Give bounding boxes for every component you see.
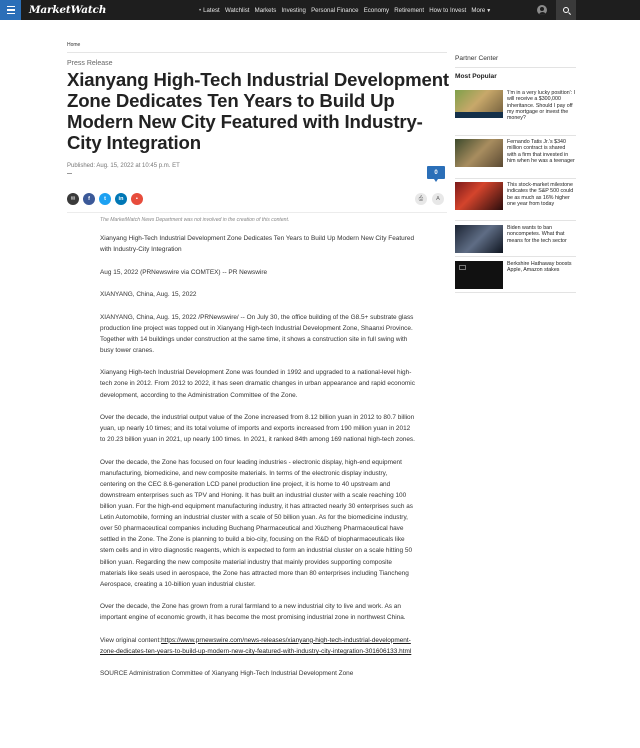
- divider: [67, 173, 72, 174]
- partner-center-heading[interactable]: Partner Center: [455, 55, 499, 62]
- divider: [67, 52, 447, 53]
- popular-item-title[interactable]: Berkshire Hathaway boosts Apple, Amazon stakes: [507, 261, 572, 274]
- divider: [455, 292, 576, 293]
- nav-more-menu[interactable]: [471, 7, 491, 14]
- published-timestamp: Published: Aug. 15, 2022 at 10:45 p.m. ET: [67, 163, 180, 169]
- most-popular-heading: Most Popular: [455, 73, 497, 80]
- popular-item-thumbnail: [455, 261, 503, 289]
- divider: [67, 212, 447, 213]
- share-bar: [67, 193, 143, 205]
- font-size-icon[interactable]: A: [432, 193, 444, 205]
- article-paragraph: XIANYANG, China, Aug. 15, 2022: [100, 291, 197, 299]
- nav-link-how-to-invest[interactable]: How to Invest: [429, 6, 467, 14]
- source-line: SOURCE Administration Committee of Xianyang High-Tech Industrial Development Zone: [100, 670, 354, 678]
- comment-count-button[interactable]: [427, 166, 445, 179]
- breadcrumb[interactable]: Home: [67, 42, 81, 48]
- article-paragraph: Over the decade, the Zone has grown from a rural farmland to a new industrial city to live and work. As an important engine of economic growth, it has become the most promising industrial zone in northwest China.: [100, 603, 406, 622]
- nav-link-watchlist[interactable]: Watchlist: [224, 6, 250, 14]
- chevron-down-icon: ▼: [486, 7, 492, 14]
- popular-item-title[interactable]: Fernando Tatis Jr.'s $340 million contract is shared with a firm that invested in him when he was a teenager: [507, 139, 575, 164]
- popular-item-thumbnail: [455, 90, 503, 118]
- image-placeholder-icon: [459, 265, 466, 270]
- article-tools: [415, 193, 444, 205]
- email-icon[interactable]: ✉: [67, 193, 79, 205]
- view-original-paragraph: [100, 635, 415, 657]
- logo-text-accent: Watch: [70, 4, 107, 16]
- linkedin-icon[interactable]: in: [115, 193, 127, 205]
- flipboard-icon[interactable]: ▪: [131, 193, 143, 205]
- hamburger-icon[interactable]: [0, 0, 21, 20]
- article-paragraph: Over the decade, the Zone has focused on four leading industries - electronic display, high-end equipment manufacturing, biomedicine, and new composite materials. In terms of the electronic display industry, centering on the CEC 8.6-generation LCD panel production line project, it is home to 40 upstream and downstream enterprises such as TPV and Honing. It has built an industrial cluster with a scale reaching 100 billion yuan. For the high-end equipment manufacturing industry, it has attracted nearly 30 enterprises such as Letin Automobile, forming an industrial cluster with a scale of 50 billion yuan. As for the biomedicine industry, over 50 pharmaceutical companies including Buchang Pharmaceutical and Xiuzheng Pharmaceutical have settled in the Zone. The Zone is planning to build a bio-city, focusing on the R&D of biopharmaceuticals like stem cells and in vitro diagnostic reagents, which is expected to form an industrial cluster on a scale hitting 50 billion yuan. Regarding the new composite material industry that mainly provides supporting composite materials like seals used in aerospace, the Zone has attracted more than 80 enterprises including Tiancheng Aerospace, creating a 10-billion yuan industrial cluster.: [100, 458, 413, 588]
- twitter-icon[interactable]: t: [99, 193, 111, 205]
- popular-item[interactable]: [455, 90, 576, 126]
- article-headline: Xianyang High-Tech Industrial Development Zone Dedicates Ten Years to Build Up Modern New City Featured with Industry-City Integration: [67, 69, 449, 153]
- article-paragraph: Xianyang High-tech Industrial Development Zone was founded in 1992 and upgraded to a national-level high-tech zone in 2012. From 2012 to 2022, it has seen dramatic changes in urban appearance and rapid economic development, according to the Administration Committee of the Zone.: [100, 369, 415, 399]
- search-icon: [563, 7, 569, 13]
- user-icon[interactable]: [537, 5, 547, 15]
- popular-item-thumbnail: [455, 182, 503, 210]
- nav-link-personal-finance[interactable]: Personal Finance: [311, 6, 359, 14]
- nav-link-latest[interactable]: • Latest: [199, 7, 220, 14]
- article-body: [100, 233, 415, 691]
- nav-link-investing[interactable]: Investing: [281, 6, 306, 14]
- popular-item-title[interactable]: 'I'm in a very lucky position': I will receive a $300,000 inheritance. Should I pay off my mortgage or invest the money?: [507, 90, 576, 122]
- article-kicker[interactable]: Press Release: [67, 60, 113, 67]
- facebook-icon[interactable]: f: [83, 193, 95, 205]
- popular-item[interactable]: [455, 182, 576, 218]
- comment-count: 0: [434, 169, 438, 176]
- popular-item-title[interactable]: Biden wants to ban noncompetes. What that means for the tech sector: [507, 225, 567, 244]
- nav-more-label: More: [471, 6, 486, 14]
- news-department-disclaimer: The MarketWatch News Department was not involved in the creation of this content.: [100, 217, 290, 223]
- popular-item-thumbnail: [455, 225, 503, 253]
- nav-link-markets[interactable]: Markets: [254, 6, 277, 14]
- thumbnail-band: [455, 112, 503, 118]
- search-button[interactable]: [556, 0, 576, 20]
- nav-link-retirement[interactable]: Retirement: [394, 6, 425, 14]
- site-logo[interactable]: [29, 4, 106, 16]
- divider: [455, 220, 576, 221]
- popular-item[interactable]: [455, 139, 576, 175]
- nav-link-economy[interactable]: Economy: [363, 6, 390, 14]
- view-original-label: View original content:: [100, 636, 162, 644]
- divider: [455, 135, 576, 136]
- view-original-link[interactable]: https://www.prnewswire.com/news-releases/xianyang-high-tech-industrial-development-zone-dedicates-ten-years-to-build-up-modern-new-city-featured-with-industry-city-integration-301606133.html: [100, 636, 412, 655]
- print-icon[interactable]: ⎙: [415, 193, 427, 205]
- popular-item-thumbnail: [455, 139, 503, 167]
- divider: [455, 256, 576, 257]
- divider: [455, 67, 576, 68]
- divider: [455, 178, 576, 179]
- main-nav: [199, 0, 496, 20]
- article-paragraph: Aug 15, 2022 (PRNewswire via COMTEX) -- PR Newswire: [100, 268, 268, 276]
- article-paragraph: XIANYANG, China, Aug. 15, 2022 /PRNewswire/ -- On July 30, the office building of the G8.5+ substrate glass production line project was topped out in Xianyang High-tech Industrial Development Zone, Shaanxi Province. Together with 14 buildings under construction at the same time, it shows a construction site in full swing with busy tower cranes.: [100, 313, 414, 354]
- popular-item-title[interactable]: This stock-market milestone indicates the S&P 500 could be as much as 16% higher one year from today: [507, 182, 574, 207]
- article-paragraph: Over the decade, the industrial output value of the Zone increased from 8.12 billion yuan in 2012 to 80.7 billion yuan, up nearly 10 times; and its total volume of imports and exports increased from 190 million yuan in 2012 to 20.23 billion yuan in 2021, up nearly 100 times. In 2021, it ranked 84th among 169 national high-tech zones.: [100, 413, 415, 444]
- logo-text-main: Market: [29, 4, 71, 16]
- top-nav-bar: [0, 0, 640, 20]
- article-paragraph: Xianyang High-Tech Industrial Development Zone Dedicates Ten Years to Build Up Modern New City Featured with Industry-City Integration: [100, 235, 415, 254]
